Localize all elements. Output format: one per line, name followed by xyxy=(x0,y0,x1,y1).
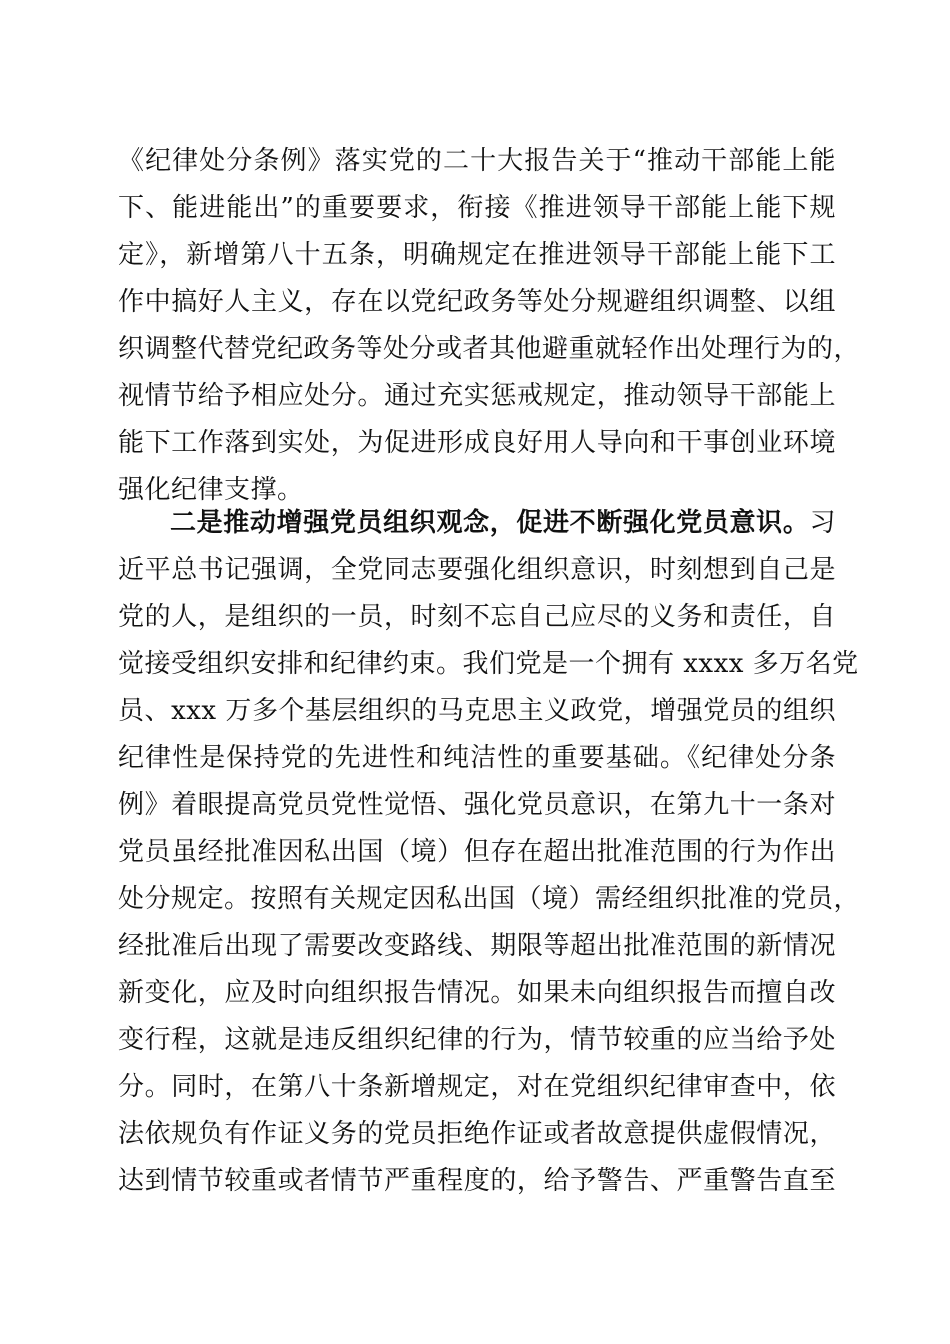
paragraph-line: 强化纪律支撑。 xyxy=(118,475,304,505)
paragraph-line: 《纪律处分条例》落实党的二十大报告关于“推动干部能上能 xyxy=(118,146,836,176)
paragraph-line: 处分规定。按照有关规定因私出国（境）需经组织批准的党员， xyxy=(118,884,861,914)
paragraph-line: 视情节给予相应处分。通过充实惩戒规定，推动领导干部能上 xyxy=(118,381,836,411)
paragraph-lead-heading: 二是推动增强党员组织观念，促进不断强化党员意识。 xyxy=(170,508,810,538)
paragraph-line: 新变化，应及时向组织报告情况。如果未向组织报告而擅自改 xyxy=(118,978,836,1008)
paragraph-line: 作中搞好人主义，存在以党纪政务等处分规避组织调整、以组 xyxy=(118,287,836,317)
paragraph-line: 党的人，是组织的一员，时刻不忘自己应尽的义务和责任，自 xyxy=(118,602,836,632)
paragraph-line: 变行程，这就是违反组织纪律的行为，情节较重的应当给予处 xyxy=(118,1025,836,1055)
paragraph-line: 法依规负有作证义务的党员拒绝作证或者故意提供虚假情况， xyxy=(118,1119,836,1149)
paragraph-2 xyxy=(118,500,861,1205)
paragraph-line: 分。同时，在第八十条新增规定，对在党组织纪律审查中，依 xyxy=(118,1072,836,1102)
paragraph-line: 觉接受组织安排和纪律约束。我们党是一个拥有 xxxx 多万名党 xyxy=(118,649,859,679)
paragraph-first-line xyxy=(118,500,836,547)
paragraph-1 xyxy=(118,138,861,514)
paragraph-line: 纪律性是保持党的先进性和纯洁性的重要基础。《纪律处分条 xyxy=(118,743,836,773)
paragraph-line: 例》着眼提高党员党性觉悟、强化党员意识，在第九十一条对 xyxy=(118,790,836,820)
paragraph-line: 织调整代替党纪政务等处分或者其他避重就轻作出处理行为的， xyxy=(118,334,861,364)
paragraph-line: 能下工作落到实处，为促进形成良好用人导向和干事创业环境 xyxy=(118,428,836,458)
paragraph-line: 经批准后出现了需要改变路线、期限等超出批准范围的新情况 xyxy=(118,931,836,961)
paragraph-line: 达到情节较重或者情节严重程度的，给予警告、严重警告直至 xyxy=(118,1166,836,1196)
paragraph-line: 下、能进能出”的重要要求，衔接《推进领导干部能上能下规 xyxy=(118,193,836,223)
paragraph-line: 定》，新增第八十五条，明确规定在推进领导干部能上能下工 xyxy=(118,240,836,270)
paragraph-line: 党员虽经批准因私出国（境）但存在超出批准范围的行为作出 xyxy=(118,837,836,867)
paragraph-line: 员、xxx 万多个基层组织的马克思主义政党，增强党员的组织 xyxy=(118,696,836,726)
paragraph-line: 近平总书记强调，全党同志要强化组织意识，时刻想到自己是 xyxy=(118,555,836,585)
paragraph-lead-text: 习 xyxy=(809,508,836,538)
